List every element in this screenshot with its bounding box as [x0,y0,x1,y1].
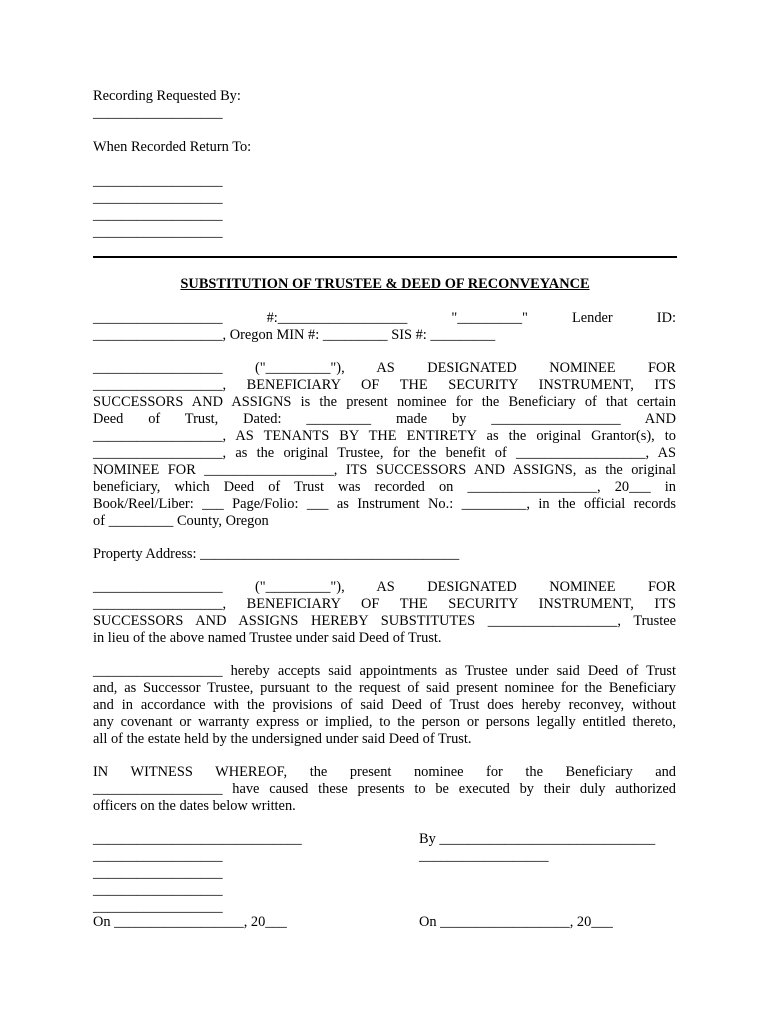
para2-line: beneficiary, which Deed of Trust was recorded on __________________, 20___ in [93,479,676,495]
para2-line: __________________ ("_________"), AS DESIGNATED NOMINEE FOR [93,360,676,376]
para5-line: IN WITNESS WHEREOF, the present nominee for the Beneficiary and [93,764,676,780]
right-name-blank: __________________ [419,848,549,864]
para3-line: in lieu of the above named Trustee under said Deed of Trust. [93,630,442,646]
document-title: SUBSTITUTION OF TRUSTEE & DEED OF RECONVEYANCE [180,276,590,292]
left-name-blank-1: __________________ [93,848,223,864]
para4-line: and, as Successor Trustee, pursuant to the request of said present nominee for the Beneficiary [93,680,676,696]
para2-line: Deed of Trust, Dated: _________ made by __________________ AND [93,411,676,427]
return-to-blank-4: __________________ [93,224,223,240]
para3-line: SUCCESSORS AND ASSIGNS HEREBY SUBSTITUTES __________________, Trustee [93,613,676,629]
recording-requested-by-blank: __________________ [93,105,223,121]
property-address-line: Property Address: ____________________________________ [93,546,460,562]
para2-line: __________________, BENEFICIARY OF THE SECURITY INSTRUMENT, ITS [93,377,676,393]
para5-line: __________________ have caused these presents to be executed by their duly authorized [93,781,676,797]
para2-line: of _________ County, Oregon [93,513,269,529]
left-name-blank-3: __________________ [93,882,223,898]
para4-line: and in accordance with the provisions of said Deed of Trust does hereby reconvey, without [93,697,676,713]
when-recorded-return-to-label: When Recorded Return To: [93,139,252,155]
para1-line: __________________, Oregon MIN #: _________ SIS #: _________ [93,327,496,343]
return-to-blank-2: __________________ [93,190,223,206]
return-to-blank-3: __________________ [93,207,223,223]
para2-line: __________________, AS TENANTS BY THE ENTIRETY as the original Grantor(s), to [93,428,676,444]
para3-line: __________________, BENEFICIARY OF THE SECURITY INSTRUMENT, ITS [93,596,676,612]
para3-line: __________________ ("_________"), AS DESIGNATED NOMINEE FOR [93,579,676,595]
para5-line: officers on the dates below written. [93,798,296,814]
left-name-blank-4: __________________ [93,899,223,915]
header-divider [93,256,677,258]
para4-line: any covenant or warranty express or implied, to the person or persons legally entitled thereto, [93,714,676,730]
para2-line: SUCCESSORS AND ASSIGNS is the present nominee for the Beneficiary of that certain [93,394,676,410]
left-name-blank-2: __________________ [93,865,223,881]
right-by-signature-line: By ______________________________ [419,831,656,847]
para2-line: __________________, as the original Trustee, for the benefit of __________________, AS [93,445,676,461]
left-signature-line: _____________________________ [93,831,302,847]
return-to-blank-1: __________________ [93,173,223,189]
recording-requested-by-label: Recording Requested By: [93,88,241,104]
para2-line: Book/Reel/Liber: ___ Page/Folio: ___ as Instrument No.: _________, in the official records [93,496,676,512]
left-on-date-line: On __________________, 20___ [93,914,287,930]
para2-line: NOMINEE FOR __________________, ITS SUCCESSORS AND ASSIGNS, as the original [93,462,676,478]
para4-line: __________________ hereby accepts said appointments as Trustee under said Deed of Trust [93,663,676,679]
right-on-date-line: On __________________, 20___ [419,914,613,930]
para1-line: __________________ #:__________________ "_________" Lender ID: [93,310,676,326]
para4-line: all of the estate held by the undersigned under said Deed of Trust. [93,731,472,747]
